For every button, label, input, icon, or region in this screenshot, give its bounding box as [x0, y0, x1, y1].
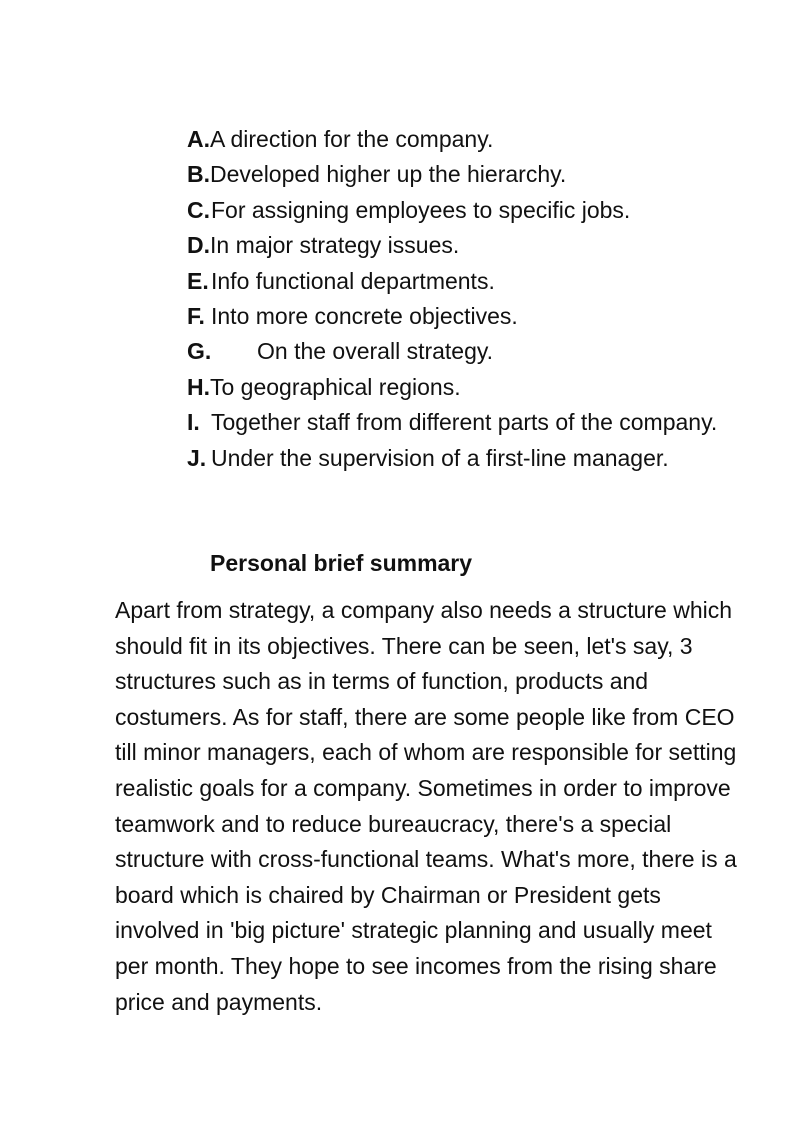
list-item	[187, 157, 747, 192]
list-item	[187, 122, 747, 157]
option-text: To geographical regions.	[210, 373, 461, 400]
option-text: Under the supervision of a first-line manager.	[211, 444, 669, 471]
option-text: In major strategy issues.	[210, 232, 460, 259]
list-item	[187, 370, 747, 405]
matching-options-list	[187, 122, 747, 476]
option-text: Together staff from different parts of the company.	[211, 409, 718, 436]
option-letter: H.	[187, 373, 210, 400]
summary-paragraph: Apart from strategy, a company also needs a structure which should fit in its objectives. There can be seen, let's say, 3 structures such as in terms of function, products and costumers. As for staff, there are some people like from CEO till minor managers, each of whom are responsible for setting realistic goals for a company. Sometimes in order to improve teamwork and to reduce bureaucracy, there's a special structure with cross-functional teams. What's more, there is a board which is chaired by Chairman or President gets involved in 'big picture' strategic planning and usually meet per month. They hope to see incomes from the rising share price and payments.	[115, 597, 737, 1015]
option-text: Info functional departments.	[211, 267, 495, 294]
list-item	[187, 193, 747, 228]
summary-heading: Personal brief summary	[210, 550, 473, 576]
option-letter: J.	[187, 444, 207, 471]
option-text: Developed higher up the hierarchy.	[210, 161, 567, 188]
list-item	[187, 441, 747, 476]
option-letter: B.	[187, 161, 210, 188]
option-letter: A.	[187, 126, 210, 152]
option-text: For assigning employees to specific jobs.	[211, 196, 631, 223]
option-letter: E.	[187, 267, 209, 294]
option-letter: D.	[187, 232, 210, 259]
option-text: On the overall strategy.	[257, 338, 494, 365]
option-letter: I.	[187, 409, 200, 436]
list-item	[187, 299, 747, 334]
option-letter: C.	[187, 196, 210, 223]
list-item	[187, 264, 747, 299]
option-text: A direction for the company.	[210, 126, 494, 152]
option-letter: G.	[187, 338, 212, 365]
list-item	[187, 405, 747, 440]
option-letter: F.	[187, 303, 205, 330]
list-item	[187, 228, 747, 263]
list-item	[187, 334, 747, 369]
option-text: Into more concrete objectives.	[211, 303, 518, 330]
